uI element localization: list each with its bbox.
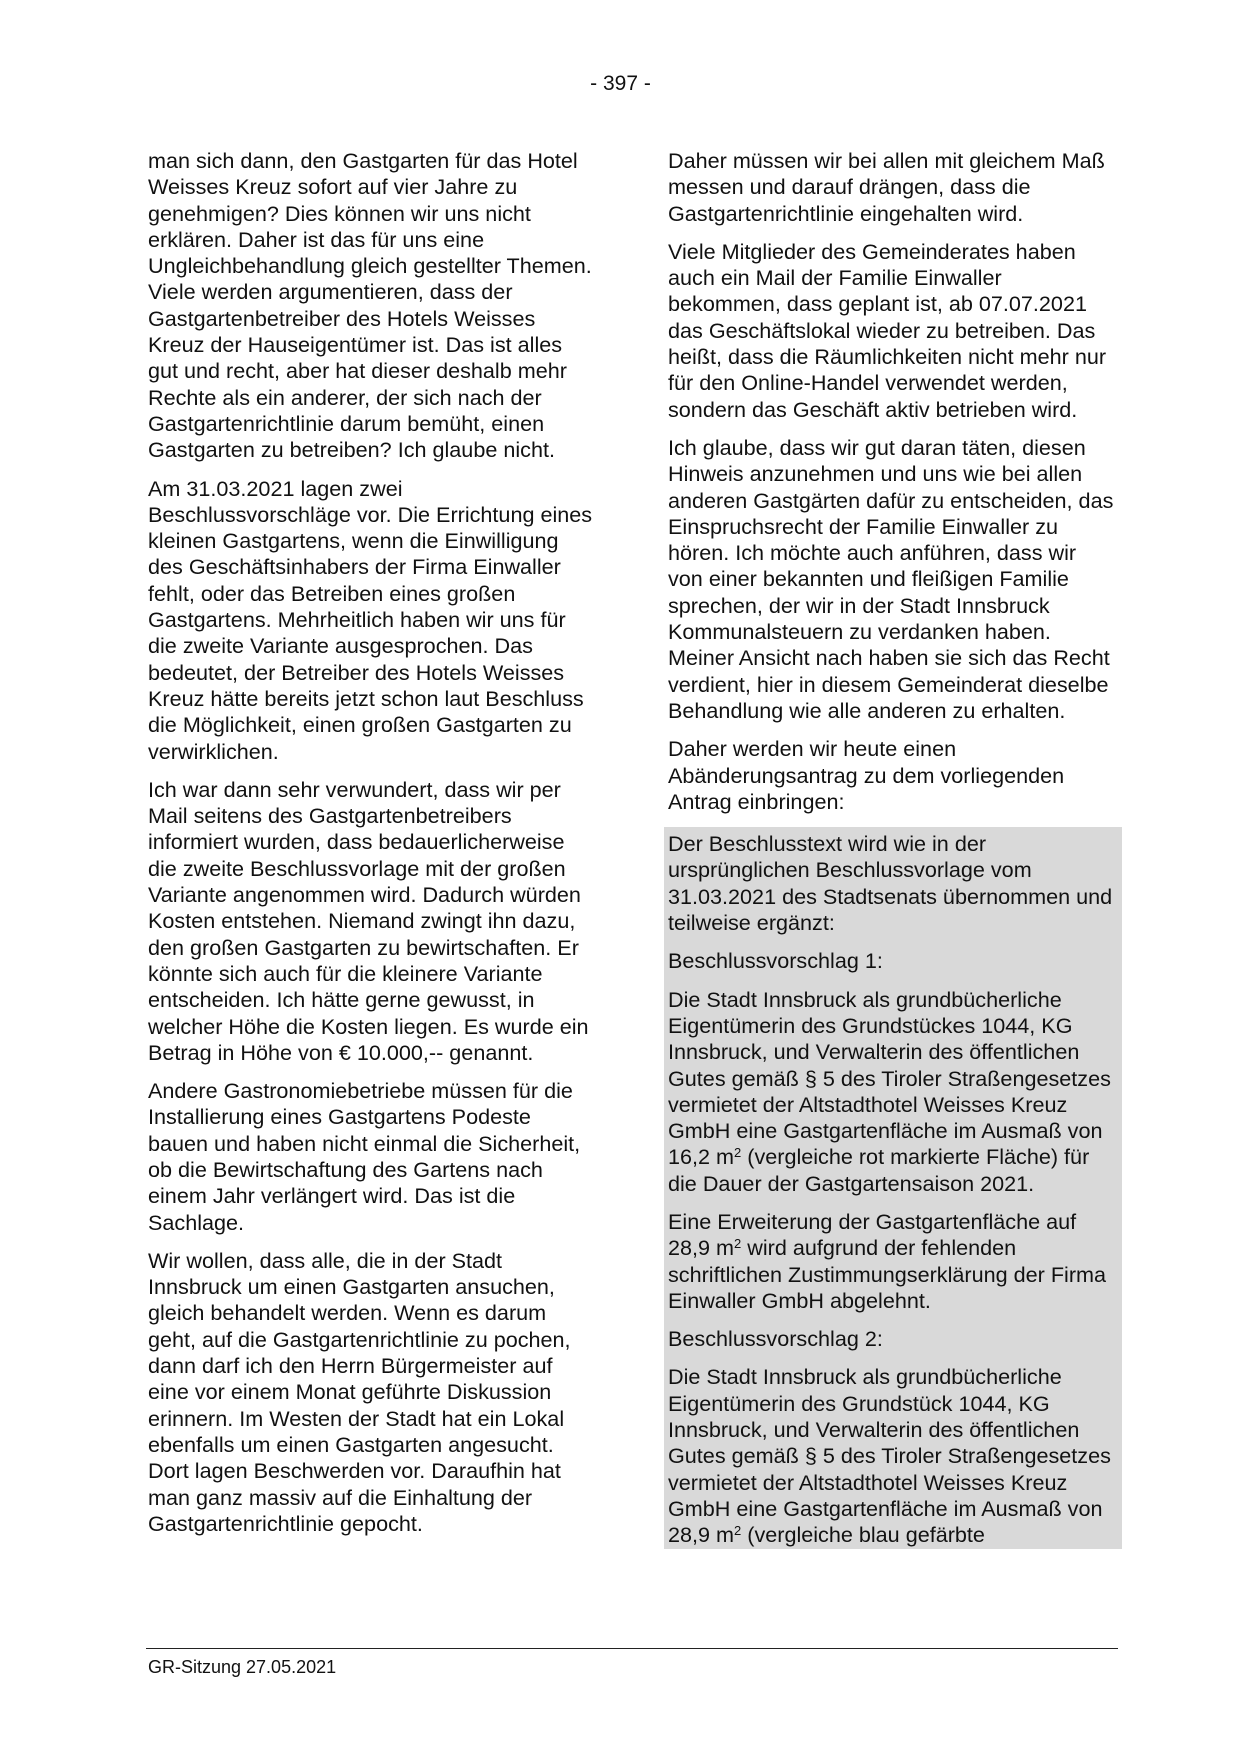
proposal-1-text-a: Die Stadt Innsbruck als grundbücherliche Eigentümerin des Grundstückes 1044, KG Innsbruck, und Verwalterin des öffentlichen Gutes gemäß § 5 des Tiroler Straßengesetzes vermietet der Altstadthotel Weisses Kreuz GmbH eine Gastgartenfläche im Ausmaß von 16,2 m: [668, 986, 1111, 1170]
extension-text-b: wird aufgrund der fehlenden schriftlichen Zustimmungserklärung der Firma Einwaller GmbH abgelehnt.: [668, 1235, 1107, 1313]
unit-exponent: 2: [734, 1145, 742, 1161]
paragraph: Wir wollen, dass alle, die in der Stadt Innsbruck um einen Gastgarten ansuchen, gleich behandelt werden. Wenn es darum geht, auf die Gastgartenrichtlinie zu pochen, dann darf ich den Herrn Bürgermeister auf eine vor einem Monat geführte Diskussion erinnern. Im Westen der Stadt hat ein Lokal ebenfalls um einen Gastgarten angesucht. Dort lagen Beschwerden vor. Daraufhin hat man ganz massiv auf die Einhaltung der Gastgartenrichtlinie gepocht.: [148, 1247, 571, 1536]
paragraph: Viele Mitglieder des Gemeinderates haben auch ein Mail der Familie Einwaller bekommen, dass geplant ist, ab 07.07.2021 das Geschäftslokal wieder zu betreiben. Das heißt, dass die Räumlichkeiten nicht mehr nur für den Online-Handel verwendet werden, sondern das Geschäft aktiv betrieben wird.: [668, 238, 1107, 422]
proposal-1-text: [668, 987, 1118, 1197]
proposal-2-text-a: Die Stadt Innsbruck als grundbücherliche Eigentümerin des Grundstück 1044, KG Innsbruck, und Verwalterin des öffentlichen Gutes gemäß § 5 des Tiroler Straßengesetzes vermietet der Altstadthotel Weisses Kreuz GmbH eine Gastgartenfläche im Ausmaß von 28,9 m: [668, 1364, 1111, 1548]
amendment-motion-box: [664, 827, 1122, 1548]
extension-text-a: Eine Erweiterung der Gastgartenfläche auf 28,9 m: [668, 1208, 1077, 1261]
proposal-2-text-b: (vergleiche blau gefärbte: [741, 1522, 985, 1548]
proposal-1-text-b: (vergleiche rot markierte Fläche) für die Dauer der Gastgartensaison 2021.: [668, 1144, 1090, 1196]
left-column: [148, 148, 595, 1549]
paragraph: Andere Gastronomiebetriebe müssen für die Installierung eines Gastgartens Podeste bauen und haben nicht einmal die Sicherheit, ob die Bewirtschaftung des Gartens nach einem Jahr verlängert wird. Das ist die Sachlage.: [148, 1078, 581, 1235]
paragraph: Am 31.03.2021 lagen zwei Beschlussvorschläge vor. Die Errichtung eines kleinen Gastgartens, wenn die Einwilligung des Geschäftsinhabers der Firma Einwaller fehlt, oder das Betreiben eines großen Gastgartens. Mehrheitlich haben wir uns für die zweite Variante ausgesprochen. Das bedeutet, der Betreiber des Hotels Weisses Kreuz hätte bereits jetzt schon laut Beschluss die Möglichkeit, einen großen Gastgarten zu verwirklichen.: [148, 475, 593, 764]
footer-session-date: GR-Sitzung 27.05.2021: [148, 1657, 337, 1677]
paragraph: man sich dann, den Gastgarten für das Hotel Weisses Kreuz sofort auf vier Jahre zu genehmigen? Dies können wir uns nicht erklären. Daher ist das für uns eine Ungleichbehandlung gleich gestellter Themen. Viele werden argumentieren, dass der Gastgartenbetreiber des Hotels Weisses Kreuz der Hauseigentümer ist. Das ist alles gut und recht, aber hat dieser deshalb mehr Rechte als ein anderer, der sich nach der Gastgartenrichtlinie darum bemüht, einen Gastgarten zu betreiben? Ich glaube nicht.: [148, 148, 592, 463]
proposal-1-title: Beschlussvorschlag 1:: [668, 948, 883, 974]
extension-text: [668, 1209, 1118, 1314]
paragraph: Ich glaube, dass wir gut daran täten, diesen Hinweis anzunehmen und uns wie bei allen anderen Gastgärten dafür zu entscheiden, das Einspruchsrecht der Familie Einwaller zu hören. Ich möchte auch anführen, dass wir von einer bekannten und fleißigen Familie sprechen, der wir in der Stadt Innsbruck Kommunalsteuern zu verdanken haben. Meiner Ansicht nach haben sie sich das Recht verdient, hier in diesem Gemeinderat dieselbe Behandlung wie alle anderen zu erhalten.: [668, 434, 1114, 723]
proposal-2-text: [668, 1364, 1118, 1548]
right-column: [668, 148, 1116, 1551]
paragraph: Daher werden wir heute einen Abänderungsantrag zu dem vorliegenden Antrag einbringen:: [668, 736, 1065, 814]
unit-exponent: 2: [734, 1236, 742, 1252]
page-number: - 397 -: [590, 72, 651, 95]
motion-intro: Der Beschlusstext wird wie in der ursprünglichen Beschlussvorlage vom 31.03.2021 des Stadtsenats übernommen und teilweise ergänzt:: [668, 831, 1113, 936]
unit-exponent: 2: [734, 1523, 742, 1539]
footer-divider: [146, 1648, 1118, 1649]
paragraph: Ich war dann sehr verwundert, dass wir per Mail seitens des Gastgartenbetreibers informiert wurden, dass bedauerlicherweise die zweite Beschlussvorlage mit der großen Variante angenommen wird. Dadurch würden Kosten entstehen. Niemand zwingt ihn dazu, den großen Gastgarten zu bewirtschaften. Er könnte sich auch für die kleinere Variante entscheiden. Ich hätte gerne gewusst, in welcher Höhe die Kosten liegen. Es wurde ein Betrag in Höhe von € 10.000,-- genannt.: [148, 776, 589, 1065]
paragraph: Daher müssen wir bei allen mit gleichem Maß messen und darauf drängen, dass die Gastgartenrichtlinie eingehalten wird.: [668, 148, 1105, 226]
proposal-2-title: Beschlussvorschlag 2:: [668, 1326, 883, 1352]
